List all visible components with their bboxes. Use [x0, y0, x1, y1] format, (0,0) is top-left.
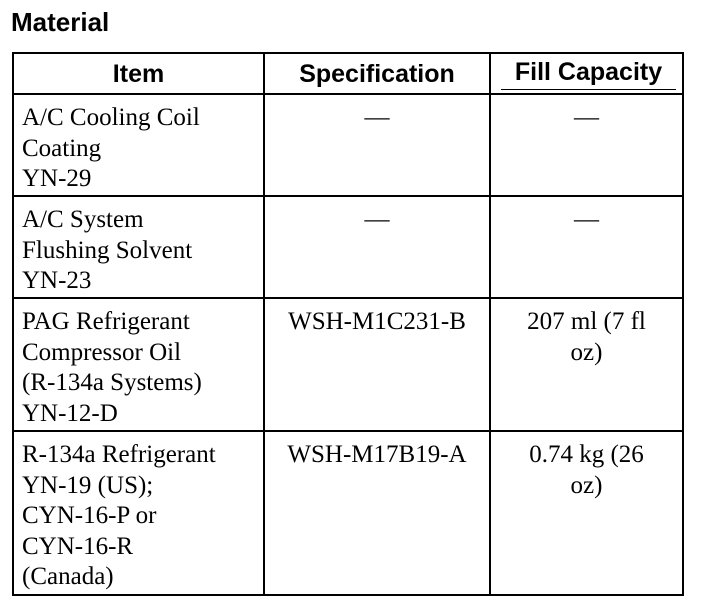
item-cell — [13, 196, 264, 298]
fill-capacity-line: 0.74 kg (26 — [529, 441, 644, 468]
table-row — [13, 196, 683, 298]
item-line: YN-29 — [22, 165, 92, 192]
specification-cell: — — [264, 196, 490, 298]
material-table — [12, 52, 684, 596]
header-specification: Specification — [264, 53, 490, 94]
fill-capacity-line: oz) — [570, 338, 603, 366]
header-row — [13, 53, 683, 94]
item-line: (R-134a Systems) — [22, 369, 202, 396]
header-fill-capacity-cell — [490, 53, 683, 94]
item-line: CYN-16-P or — [22, 502, 157, 529]
fill-capacity-cell — [490, 94, 683, 196]
item-line: A/C Cooling Coil — [22, 104, 200, 131]
specification-cell: WSH-M17B19-A — [264, 431, 490, 595]
header-fill-capacity: Fill Capacity — [501, 58, 676, 90]
item-line: R-134a Refrigerant — [22, 441, 216, 468]
specification-cell: — — [264, 94, 490, 196]
item-cell — [13, 431, 264, 595]
item-line: YN-23 — [22, 267, 92, 294]
fill-capacity-line: — — [574, 104, 599, 131]
fill-capacity-cell — [490, 298, 683, 431]
specification-cell: WSH-M1C231-B — [264, 298, 490, 431]
header-item: Item — [13, 53, 264, 94]
item-line: Flushing Solvent — [22, 236, 193, 264]
fill-capacity-cell — [490, 196, 683, 298]
item-cell — [13, 94, 264, 196]
table-row — [13, 94, 683, 196]
item-line: (Canada) — [22, 563, 114, 590]
item-line: YN-19 (US); — [22, 471, 154, 499]
page-heading: Material — [11, 7, 110, 37]
table-row — [13, 431, 683, 595]
item-line: Coating — [22, 134, 102, 162]
table-row — [13, 298, 683, 431]
item-line: CYN-16-R — [22, 532, 134, 560]
item-line: YN-12-D — [22, 399, 118, 427]
fill-capacity-line: — — [574, 206, 599, 233]
fill-capacity-line: oz) — [570, 471, 603, 499]
fill-capacity-line: 207 ml (7 fl — [527, 308, 646, 335]
item-line: PAG Refrigerant — [22, 308, 190, 335]
item-cell — [13, 298, 264, 431]
item-line: Compressor Oil — [22, 338, 182, 366]
item-line: A/C System — [22, 206, 144, 233]
fill-capacity-cell — [490, 431, 683, 595]
